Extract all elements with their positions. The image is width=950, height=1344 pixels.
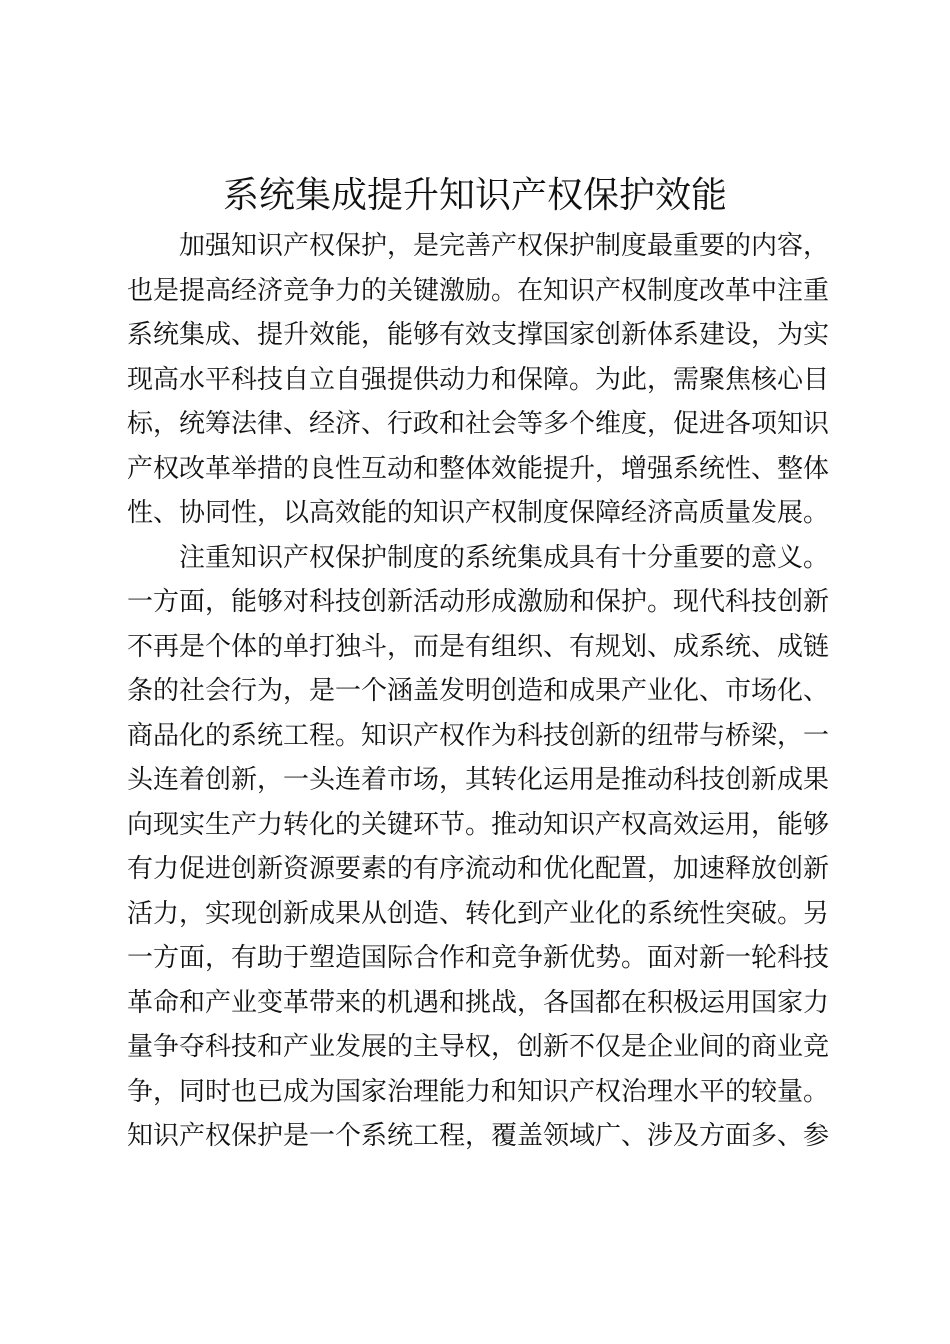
paragraph-2-line: 条的社会行为，是一个涵盖发明创造和成果产业化、市场化、 <box>127 676 830 706</box>
paragraph-2-line: 一方面，有助于塑造国际合作和竞争新优势。面对新一轮科技 <box>127 943 830 973</box>
paragraph-1-line: 系统集成、提升效能，能够有效支撑国家创新体系建设，为实 <box>127 320 830 350</box>
paragraph-1-line: 性、协同性，以高效能的知识产权制度保障经济高质量发展。 <box>127 498 830 528</box>
paragraph-1-line: 标，统筹法律、经济、行政和社会等多个维度，促进各项知识 <box>127 409 830 439</box>
paragraph-2-line: 知识产权保护是一个系统工程，覆盖领域广、涉及方面多、参 <box>127 1121 830 1151</box>
paragraph-2-line: 有力促进创新资源要素的有序流动和优化配置，加速释放创新 <box>127 854 830 884</box>
paragraph-2-line: 活力，实现创新成果从创造、转化到产业化的系统性突破。另 <box>127 898 830 929</box>
paragraph-2-line: 革命和产业变革带来的机遇和挑战，各国都在积极运用国家力 <box>127 987 830 1018</box>
paragraph-2-line: 不再是个体的单打独斗，而是有组织、有规划、成系统、成链 <box>127 631 830 662</box>
paragraph-2-line: 量争夺科技和产业发展的主导权，创新不仅是企业间的商业竞 <box>127 1032 830 1062</box>
paragraph-1-line: 加强知识产权保护，是完善产权保护制度最重要的内容， <box>179 231 830 261</box>
document-body <box>127 224 830 1159</box>
paragraph-2-line: 头连着创新，一头连着市场，其转化运用是推动科技创新成果 <box>127 765 830 795</box>
document-title: 系统集成提升知识产权保护效能 <box>222 175 727 216</box>
paragraph-2-line: 争，同时也已成为国家治理能力和知识产权治理水平的较量。 <box>127 1076 830 1107</box>
paragraph-1-line: 也是提高经济竞争力的关键激励。在知识产权制度改革中注重 <box>127 275 830 306</box>
paragraph-2-line: 商品化的系统工程。知识产权作为科技创新的纽带与桥梁，一 <box>127 720 830 751</box>
paragraph-2-line: 向现实生产力转化的关键环节。推动知识产权高效运用，能够 <box>127 809 830 840</box>
paragraph-2-line: 注重知识产权保护制度的系统集成具有十分重要的意义。 <box>179 542 830 573</box>
paragraph-1-line: 现高水平科技自立自强提供动力和保障。为此，需聚焦核心目 <box>127 364 830 395</box>
paragraph-1-line: 产权改革举措的良性互动和整体效能提升，增强系统性、整体 <box>127 453 830 484</box>
paragraph-2-line: 一方面，能够对科技创新活动形成激励和保护。现代科技创新 <box>127 587 830 617</box>
